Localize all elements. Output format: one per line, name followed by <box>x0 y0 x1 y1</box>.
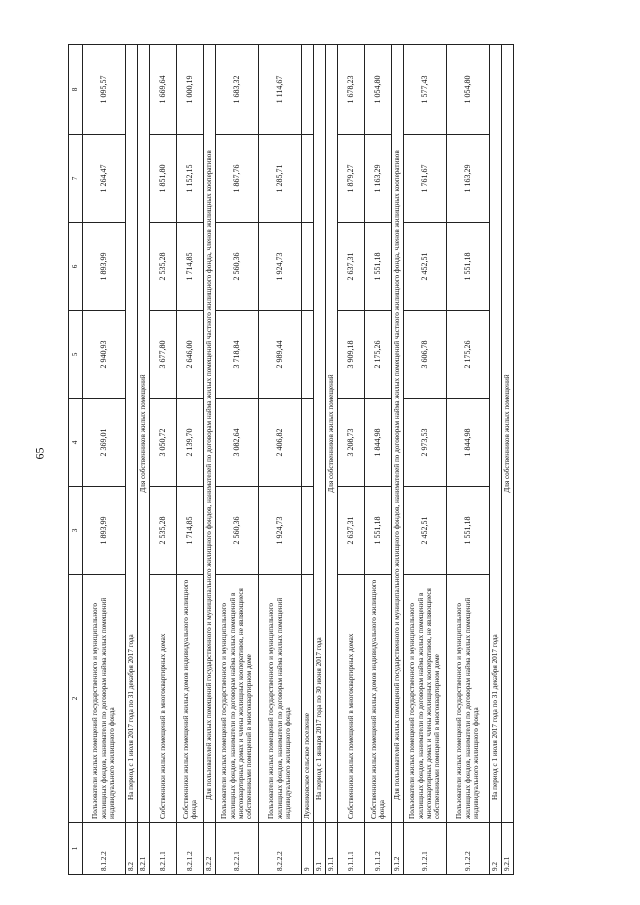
row-code: 9.2 <box>490 823 502 875</box>
table-row <box>216 45 259 875</box>
table-row <box>447 45 490 875</box>
row-code: 9.1.2.2 <box>447 823 490 875</box>
value-cell: 2 646,00 <box>177 311 204 399</box>
value-cell: 1 054,80 <box>447 45 490 135</box>
value-cell: 1 551,18 <box>365 487 392 575</box>
section-heading: На период с 1 июля 2017 года по 31 декабря 2017 года <box>490 45 502 823</box>
value-cell: 2 560,36 <box>216 223 259 311</box>
table-row <box>126 45 138 875</box>
row-code: 8.1.2.2 <box>83 823 126 875</box>
value-cell: 1 163,29 <box>365 135 392 223</box>
value-cell: 2 406,82 <box>259 399 302 487</box>
table-row <box>404 45 447 875</box>
value-cell: 3 208,73 <box>338 399 365 487</box>
header-cell: 5 <box>69 311 83 399</box>
value-cell: 2 175,26 <box>447 311 490 399</box>
header-cell: 1 <box>69 823 83 875</box>
row-name: Пользователи жилых помещений государственного и муниципального жилищных фондов, наниматели по договорам найма жилых помещений в многоквартирных домах и члены жилищных кооперативов, не являющиеся собственниками помещений в многоквартирном доме <box>404 575 447 823</box>
settlement-name: Лужниковское сельское поселение <box>302 575 314 823</box>
value-cell: 1 924,73 <box>259 487 302 575</box>
section-heading: Для собственников жилых помещений <box>502 45 514 823</box>
row-code: 8.2 <box>126 823 138 875</box>
section-heading: Для собственников жилых помещений <box>138 45 150 823</box>
section-heading: На период с 1 января 2017 года по 30 июня 2017 года <box>314 45 326 823</box>
value-cell: 1 714,85 <box>177 223 204 311</box>
value-cell: 1 893,99 <box>83 223 126 311</box>
value-cell: 1 577,43 <box>404 45 447 135</box>
value-cell: 2 989,44 <box>259 311 302 399</box>
row-code: 8.2.2 <box>204 823 216 875</box>
value-cell: 1 000,19 <box>177 45 204 135</box>
value-cell: 2 637,31 <box>338 223 365 311</box>
header-row <box>69 45 83 875</box>
value-cell <box>302 399 314 487</box>
table-row <box>138 45 150 875</box>
value-cell: 1 285,71 <box>259 135 302 223</box>
value-cell: 3 606,78 <box>404 311 447 399</box>
value-cell: 2 637,31 <box>338 487 365 575</box>
value-cell: 1 551,18 <box>447 223 490 311</box>
value-cell <box>302 487 314 575</box>
row-code: 9.1 <box>314 823 326 875</box>
value-cell: 1 867,76 <box>216 135 259 223</box>
table-row <box>150 45 177 875</box>
row-code: 8.2.2.2 <box>259 823 302 875</box>
header-cell: 4 <box>69 399 83 487</box>
value-cell: 1 669,64 <box>150 45 177 135</box>
row-name: Собственники жилых помещений жилых домов индивидуального жилищного фонда <box>365 575 392 823</box>
row-code: 8.2.2.1 <box>216 823 259 875</box>
row-code: 9.1.1.2 <box>365 823 392 875</box>
rotated-table-container <box>68 0 558 905</box>
value-cell: 3 050,72 <box>150 399 177 487</box>
table-row <box>338 45 365 875</box>
table-row <box>83 45 126 875</box>
table-row <box>502 45 514 875</box>
value-cell: 1 551,18 <box>447 487 490 575</box>
value-cell: 1 761,67 <box>404 135 447 223</box>
table-row <box>259 45 302 875</box>
value-cell: 1 054,80 <box>365 45 392 135</box>
row-code: 9.1.2 <box>392 823 404 875</box>
value-cell: 2 973,53 <box>404 399 447 487</box>
table-row <box>326 45 338 875</box>
value-cell: 2 452,51 <box>404 487 447 575</box>
table-row <box>177 45 204 875</box>
row-name: Пользователи жилых помещений государственного и муниципального жилищных фондов, наниматели по договорам найма жилых помещений индивидуального жилищного фонда <box>83 575 126 823</box>
value-cell: 1 879,27 <box>338 135 365 223</box>
table-row <box>490 45 502 875</box>
row-code: 9.1.1.1 <box>338 823 365 875</box>
row-name: Собственники жилых помещений в многоквартирных домах <box>150 575 177 823</box>
header-cell: 7 <box>69 135 83 223</box>
value-cell: 2 175,26 <box>365 311 392 399</box>
value-cell: 1 678,23 <box>338 45 365 135</box>
value-cell: 2 535,28 <box>150 487 177 575</box>
value-cell: 2 452,51 <box>404 223 447 311</box>
header-cell: 6 <box>69 223 83 311</box>
section-heading: Для пользователей жилых помещений государственного и муниципального жилищного фондов, нанимателей по договорам найма жилых помещений частного жилищного фонда, членов жилищных кооперативов <box>392 45 404 823</box>
row-code: 8.2.1 <box>138 823 150 875</box>
table-row <box>204 45 216 875</box>
tariff-table <box>68 44 514 875</box>
value-cell: 1 893,99 <box>83 487 126 575</box>
table-row <box>302 45 314 875</box>
value-cell <box>302 311 314 399</box>
row-name: Собственники жилых помещений жилых домов индивидуального жилищного фонда <box>177 575 204 823</box>
value-cell: 3 909,18 <box>338 311 365 399</box>
value-cell: 1 264,47 <box>83 135 126 223</box>
header-cell: 3 <box>69 487 83 575</box>
value-cell: 3 677,80 <box>150 311 177 399</box>
value-cell: 2 940,93 <box>83 311 126 399</box>
section-heading: Для собственников жилых помещений <box>326 45 338 823</box>
row-code: 8.2.1.2 <box>177 823 204 875</box>
value-cell: 2 535,28 <box>150 223 177 311</box>
section-heading: Для пользователей жилых помещений государственного и муниципального жилищного фондов, нанимателей по договорам найма жилых помещений частного жилищного фонда, членов жилищных кооперативов <box>204 45 216 823</box>
section-heading: На период с 1 июля 2017 года по 31 декабря 2017 года <box>126 45 138 823</box>
value-cell <box>302 223 314 311</box>
table-row <box>314 45 326 875</box>
value-cell: 1 924,73 <box>259 223 302 311</box>
row-code: 8.2.1.1 <box>150 823 177 875</box>
table-row <box>365 45 392 875</box>
value-cell: 3 082,64 <box>216 399 259 487</box>
row-name: Пользователи жилых помещений государственного и муниципального жилищных фондов, наниматели по договорам найма жилых помещений в многоквартирных домах и члены жилищных кооперативов, не являющиеся собственниками помещений в многоквартирном доме <box>216 575 259 823</box>
value-cell: 2 369,01 <box>83 399 126 487</box>
value-cell <box>302 135 314 223</box>
row-code: 9.2.1 <box>502 823 514 875</box>
value-cell <box>302 45 314 135</box>
value-cell: 1 114,67 <box>259 45 302 135</box>
row-code: 9.1.1 <box>326 823 338 875</box>
row-name: Пользователи жилых помещений государственного и муниципального жилищных фондов, наниматели по договорам найма жилых помещений индивидуального жилищного фонда <box>447 575 490 823</box>
value-cell: 2 139,70 <box>177 399 204 487</box>
header-cell: 2 <box>69 575 83 823</box>
row-name: Пользователи жилых помещений государственного и муниципального жилищных фондов, наниматели по договорам найма жилых помещений индивидуального жилищного фонда <box>259 575 302 823</box>
value-cell: 1 551,18 <box>365 223 392 311</box>
page-number: 65 <box>32 447 47 460</box>
value-cell: 1 095,57 <box>83 45 126 135</box>
table-row <box>392 45 404 875</box>
value-cell: 1 163,29 <box>447 135 490 223</box>
value-cell: 1 152,15 <box>177 135 204 223</box>
value-cell: 1 714,85 <box>177 487 204 575</box>
row-code: 9 <box>302 823 314 875</box>
row-code: 9.1.2.1 <box>404 823 447 875</box>
value-cell: 2 560,36 <box>216 487 259 575</box>
value-cell: 1 844,98 <box>365 399 392 487</box>
header-cell: 8 <box>69 45 83 135</box>
value-cell: 1 683,32 <box>216 45 259 135</box>
value-cell: 1 851,80 <box>150 135 177 223</box>
row-name: Собственники жилых помещений в многоквартирных домах <box>338 575 365 823</box>
value-cell: 1 844,98 <box>447 399 490 487</box>
value-cell: 3 718,84 <box>216 311 259 399</box>
